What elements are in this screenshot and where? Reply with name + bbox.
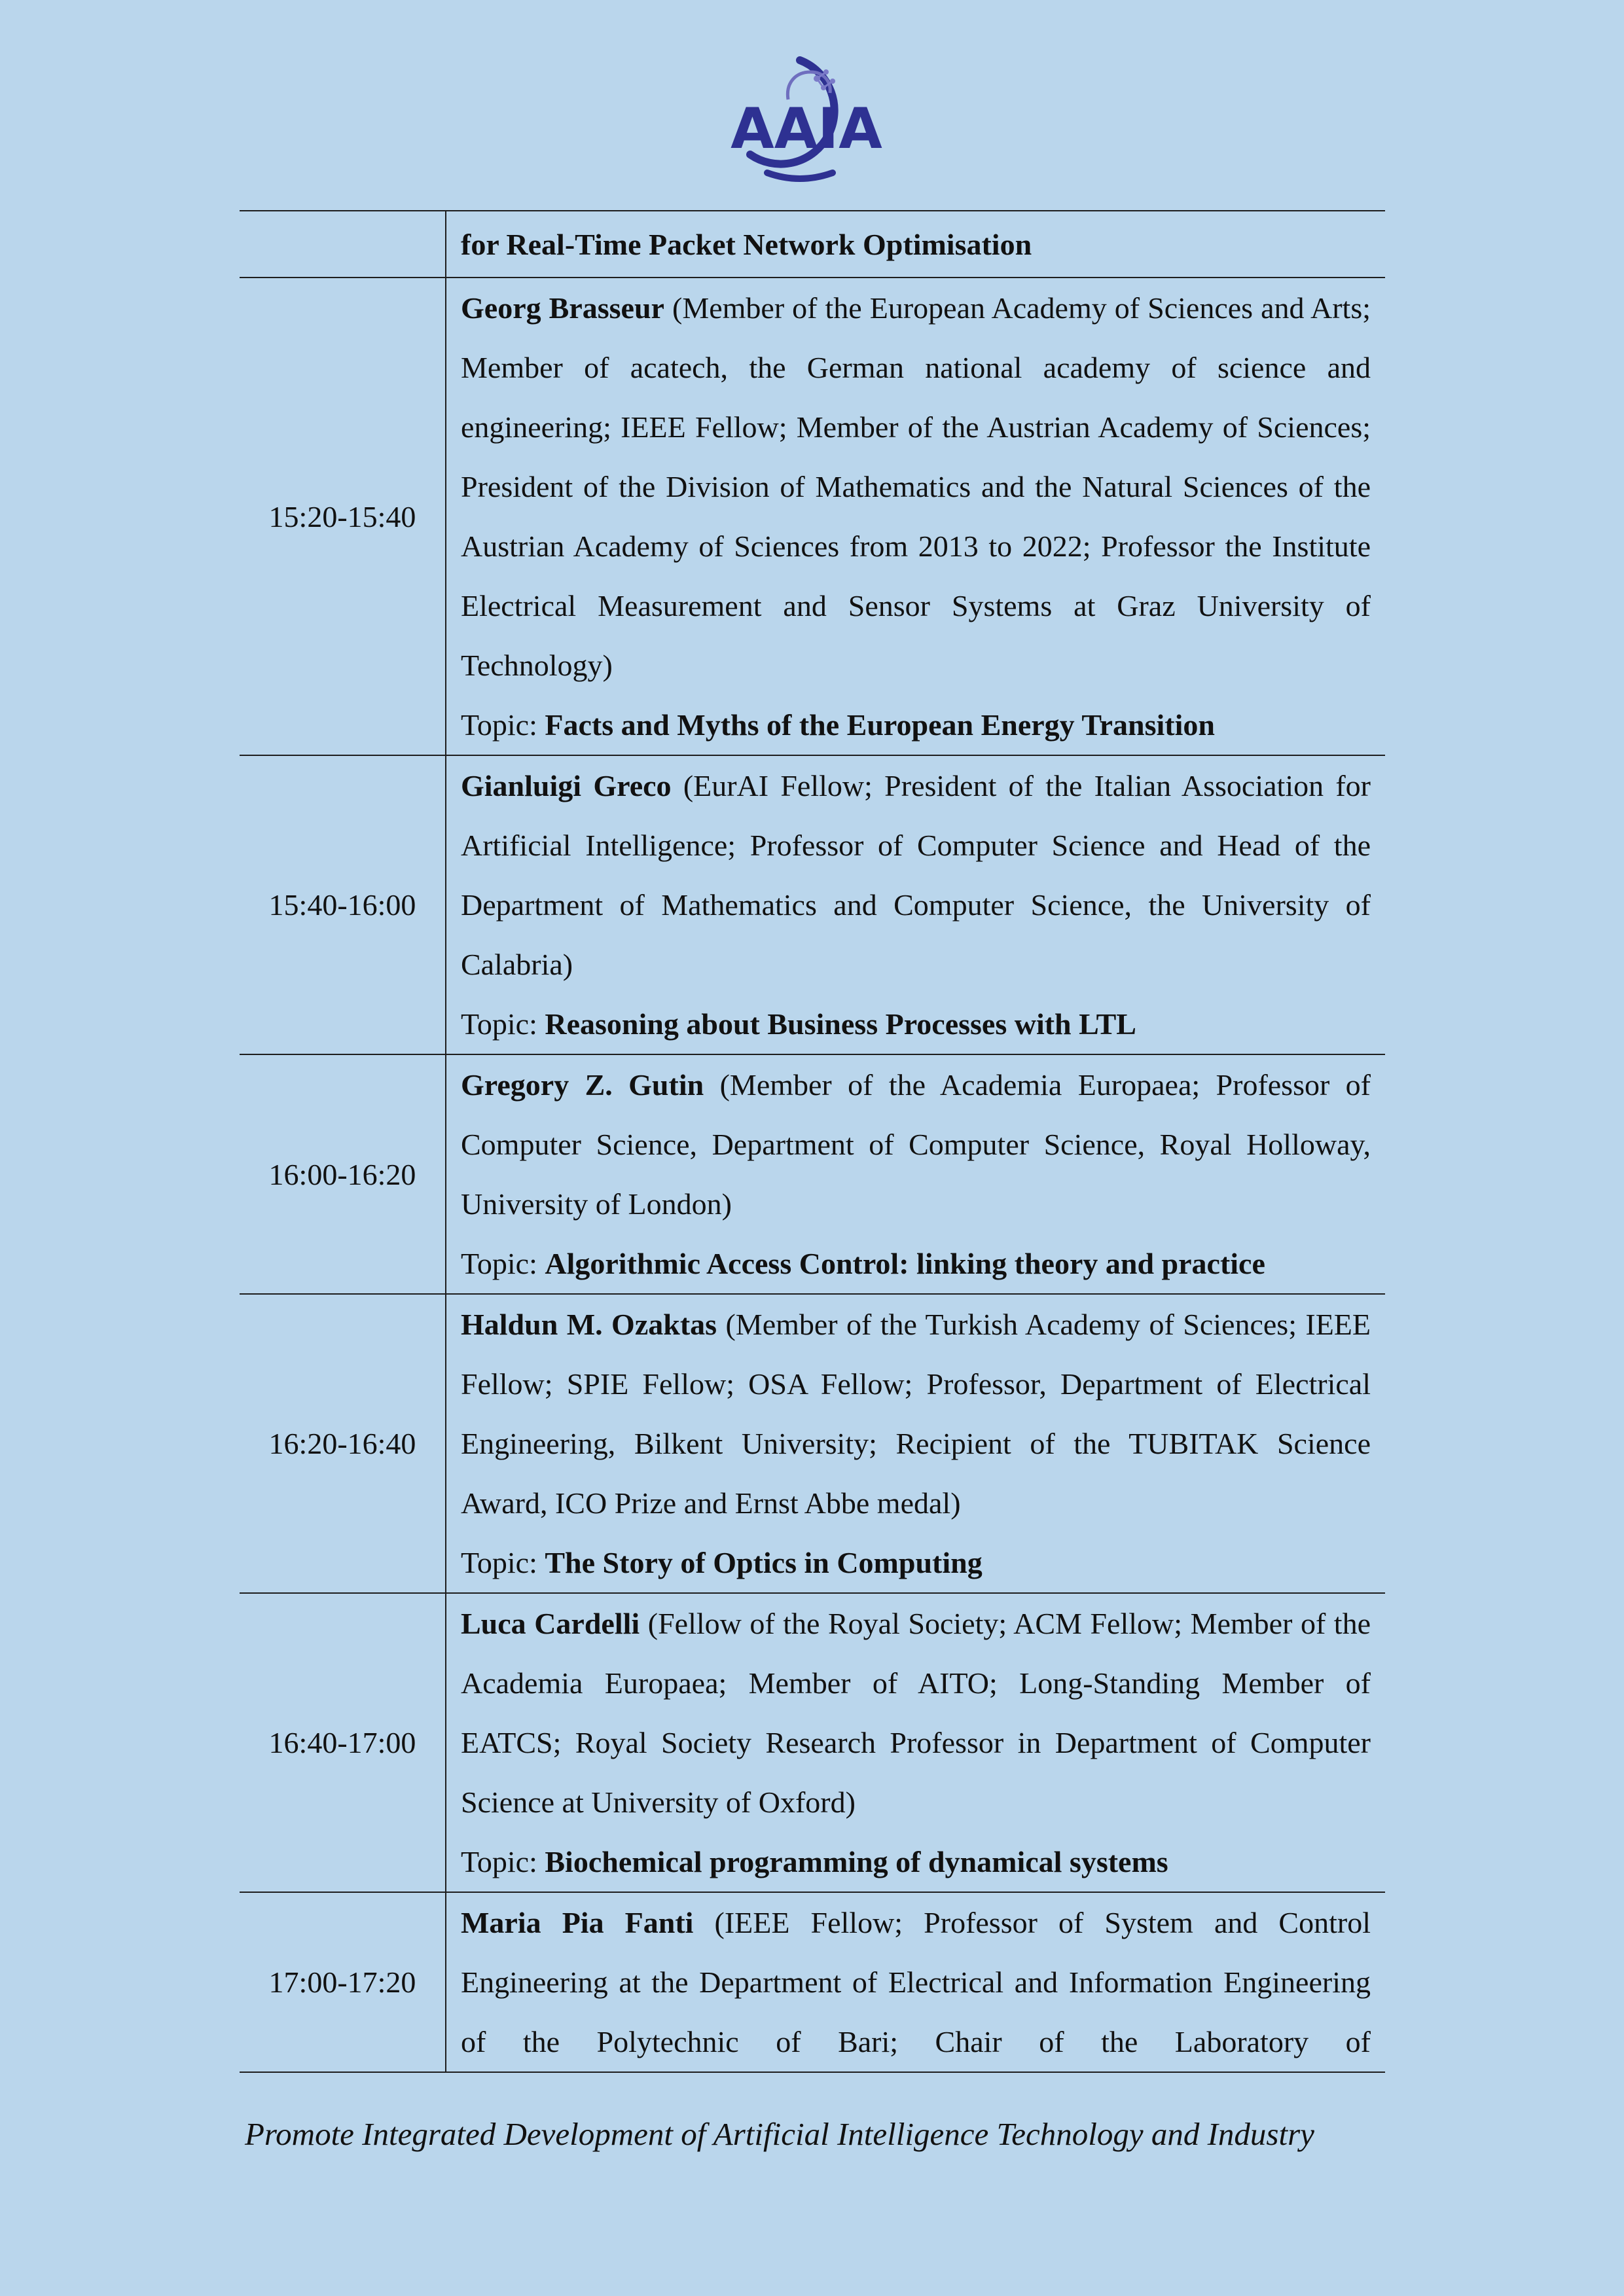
topic-title: Algorithmic Access Control: linking theory and practice (545, 1247, 1265, 1280)
speaker-name: Georg Brasseur (461, 291, 664, 325)
desc-cell (446, 211, 1385, 278)
table-row (240, 1054, 1385, 1294)
speaker-info (461, 1893, 1371, 2072)
time-cell: 17:00-17:20 (240, 1892, 446, 2072)
desc-cell (446, 1054, 1385, 1294)
topic-label: Topic: (461, 1007, 537, 1041)
table-row (240, 1892, 1385, 2072)
desc-cell (446, 1892, 1385, 2072)
topic-label: Topic: (461, 1546, 537, 1579)
speaker-name: Gianluigi Greco (461, 769, 672, 802)
topic-line (461, 695, 1371, 755)
speaker-info (461, 1295, 1371, 1533)
table-row (240, 278, 1385, 755)
topic-label: Topic: (461, 1845, 537, 1878)
table-row (240, 1593, 1385, 1892)
speaker-info (461, 756, 1371, 994)
speaker-affiliation: (Member of the Turkish Academy of Sciences; IEEE Fellow; SPIE Fellow; OSA Fellow; Professor, Department of Electrical Engineering, Bilkent University; Recipient of the TUBITAK Science Award, ICO Prize and Ernst Abbe medal) (461, 1308, 1371, 1520)
topic-title: The Story of Optics in Computing (545, 1546, 983, 1579)
desc-cell (446, 755, 1385, 1054)
speaker-affiliation: (IEEE Fellow; Professor of System and Control Engineering at the Department of Electrical and Information Engineering of the Polytechnic of Bari; Chair of the Laboratory of (461, 1906, 1371, 2058)
speaker-affiliation: (Fellow of the Royal Society; ACM Fellow; Member of the Academia Europaea; Member of AITO; Long-Standing Member of EATCS; Royal Society Research Professor in Department of Computer Science at University of Oxford) (461, 1607, 1371, 1819)
topic-label: Topic: (461, 1247, 537, 1280)
time-cell (240, 211, 446, 278)
speaker-affiliation: (Member of the Academia Europaea; Professor of Computer Science, Department of Computer Science, Royal Holloway, University of London) (461, 1068, 1371, 1221)
speaker-info (461, 1594, 1371, 1832)
time-cell: 15:40-16:00 (240, 755, 446, 1054)
speaker-affiliation: (Member of the European Academy of Sciences and Arts; Member of acatech, the German national academy of science and engineering; IEEE Fellow; Member of the Austrian Academy of Sciences; President of the Division of Mathematics and the Natural Sciences of the Austrian Academy of Sciences from 2013 to 2022; Professor the Institute Electrical Measurement and Sensor Systems at Graz University of Technology) (461, 291, 1371, 682)
footer-slogan: Promote Integrated Development of Artificial Intelligence Technology and Industry (245, 2116, 1314, 2152)
table-row (240, 755, 1385, 1054)
time-cell: 16:00-16:20 (240, 1054, 446, 1294)
topic-line (461, 994, 1371, 1054)
speaker-name: Haldun M. Ozaktas (461, 1308, 717, 1341)
speaker-affiliation: (EurAI Fellow; President of the Italian Association for Artificial Intelligence; Professor of Computer Science and Head of the Department of Mathematics and Computer Science, the University of Calabria) (461, 769, 1371, 981)
topic-title: Facts and Myths of the European Energy Transition (545, 708, 1215, 742)
time-cell: 16:20-16:40 (240, 1294, 446, 1593)
continued-topic: for Real-Time Packet Network Optimisation (461, 227, 1032, 261)
table-row (240, 211, 1385, 278)
topic-line (461, 1832, 1371, 1892)
time-cell: 16:40-17:00 (240, 1593, 446, 1892)
table-row (240, 1294, 1385, 1593)
time-cell: 15:20-15:40 (240, 278, 446, 755)
aaia-logo (728, 56, 885, 187)
topic-title: Reasoning about Business Processes with LTL (545, 1007, 1136, 1041)
desc-cell (446, 278, 1385, 755)
speaker-name: Maria Pia Fanti (461, 1906, 694, 1939)
speaker-info (461, 1055, 1371, 1234)
speaker-name: Gregory Z. Gutin (461, 1068, 704, 1102)
schedule-table (240, 210, 1385, 2073)
speaker-name: Luca Cardelli (461, 1607, 640, 1640)
desc-cell (446, 1294, 1385, 1593)
topic-label: Topic: (461, 708, 537, 742)
topic-line (461, 1533, 1371, 1592)
logo-text: AAIA (731, 96, 882, 162)
topic-line (461, 1234, 1371, 1293)
speaker-info (461, 278, 1371, 695)
topic-title: Biochemical programming of dynamical systems (545, 1845, 1168, 1878)
desc-cell (446, 1593, 1385, 1892)
